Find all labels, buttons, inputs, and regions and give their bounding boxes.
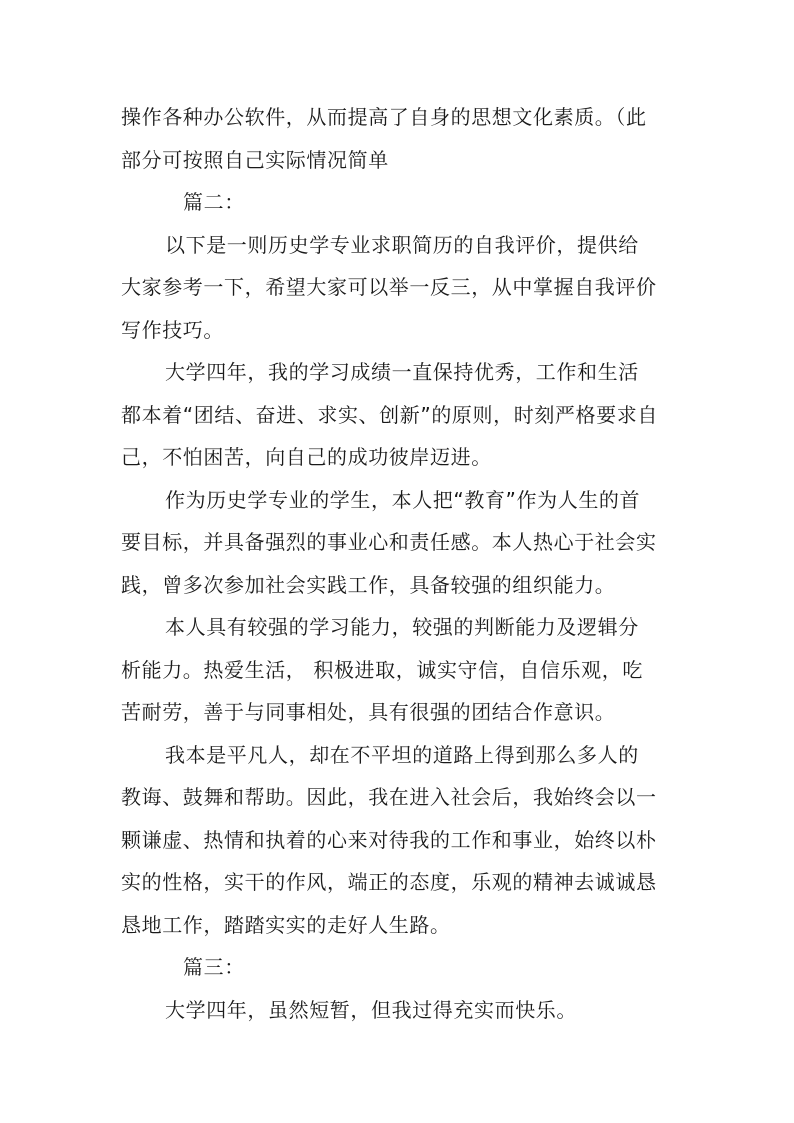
paragraph-first-line: 本人具有较强的学习能力，较强的判断能力及逻辑分 [165,615,639,639]
text-line: 析能力。热爱生活， 积极进取，诚实守信，自信乐观，吃 [121,657,643,682]
text-line: 要目标，并具备强烈的事业心和责任感。本人热心于社会实 [121,530,657,554]
text-line: 实的性格，实干的作风，端正的态度，乐观的精神去诚诚恳 [121,870,657,894]
paragraph-first-line: 我本是平凡人，却在不平坦的道路上得到那么多人的 [165,742,639,767]
section-heading: 篇二： [183,190,245,214]
paragraph-first-line: 作为历史学专业的学生，本人把“教育”作为人生的首 [165,487,641,512]
text-line: 部分可按照自己实际情况简单 [121,147,389,172]
text-line: 教诲、鼓舞和帮助。因此，我在进入社会后，我始终会以一 [121,785,657,809]
text-line: 苦耐劳，善于与同事相处，具有很强的团结合作意识。 [121,700,616,724]
text-line: 己，不怕困苦，向自己的成功彼岸迈进。 [121,445,492,469]
text-line: 大家参考一下，希望大家可以举一反三，从中掌握自我评价 [121,275,657,299]
document-body [121,96,677,1031]
section-heading: 篇三： [183,955,245,979]
paragraph-first-line: 大学四年，虽然短暂，但我过得充实而快乐。 [165,997,577,1022]
text-line: 操作各种办公软件，从而提高了自身的思想文化素质。（此 [121,105,647,129]
text-line: 恳地工作，踏踏实实的走好人生路。 [121,912,451,937]
text-line: 颗谦虚、热情和执着的心来对待我的工作和事业，始终以朴 [121,827,657,852]
text-line: 写作技巧。 [121,317,224,342]
paragraph-first-line: 以下是一则历史学专业求职简历的自我评价，提供给 [165,232,639,257]
text-line: 践，曾多次参加社会实践工作，具备较强的组织能力。 [121,572,616,597]
text-line: 都本着“团结、奋进、求实、创新”的原则，时刻严格要求自 [121,402,658,427]
paragraph-first-line: 大学四年，我的学习成绩一直保持优秀，工作和生活 [165,360,639,384]
